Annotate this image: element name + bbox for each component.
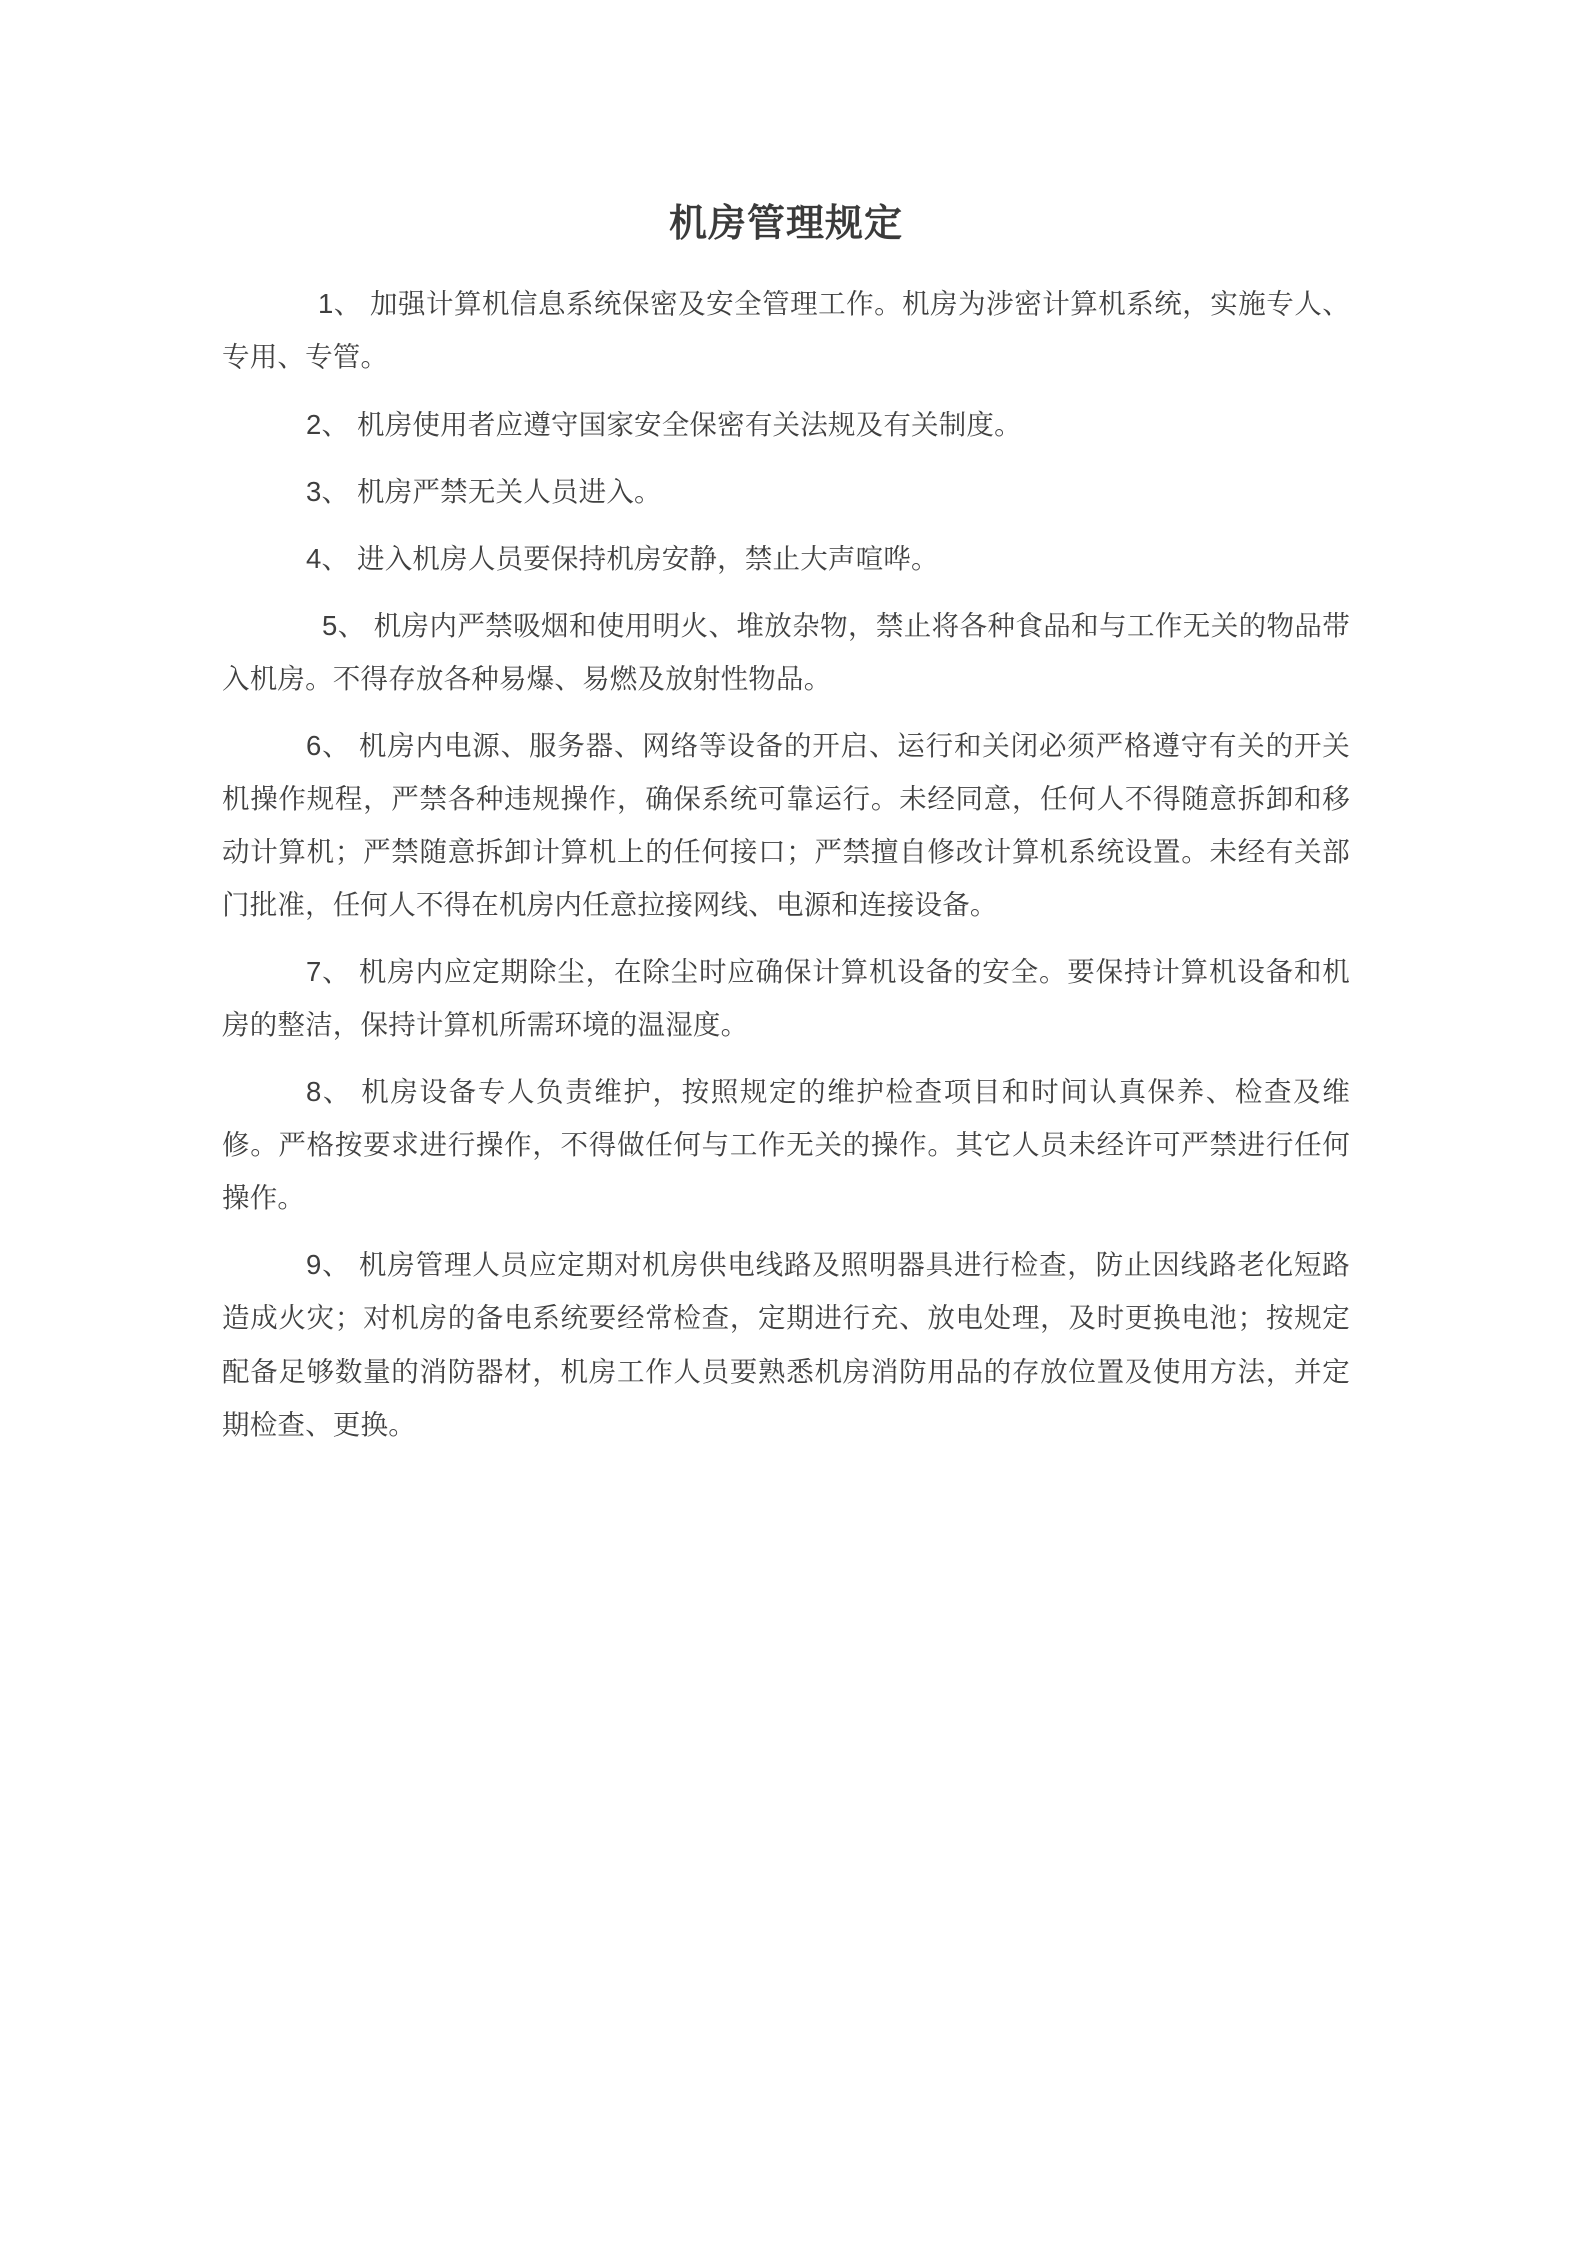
regulation-item-5: 5、 机房内严禁吸烟和使用明火、堆放杂物，禁止将各种食品和与工作无关的物品带入机房。不得存放各种易爆、易燃及放射性物品。 bbox=[222, 609, 1350, 694]
regulation-item-7: 7、 机房内应定期除尘，在除尘时应确保计算机设备的安全。要保持计算机设备和机房的整洁，保持计算机所需环境的温湿度。 bbox=[222, 956, 1350, 1041]
regulation-item-3: 3、 机房严禁无关人员进入。 bbox=[306, 475, 662, 507]
regulation-item-2: 2、 机房使用者应遵守国家安全保密有关法规及有关制度。 bbox=[306, 408, 1022, 440]
paragraph-spacer bbox=[222, 931, 1350, 945]
regulation-item-4: 4、 进入机房人员要保持机房安静，禁止大声喧哗。 bbox=[306, 542, 939, 574]
regulation-item-8: 8、 机房设备专人负责维护，按照规定的维护检查项目和时间认真保养、检查及维修。严格按要求进行操作，不得做任何与工作无关的操作。其它人员未经许可严禁进行任何操作。 bbox=[222, 1076, 1350, 1214]
paragraph-spacer bbox=[222, 1224, 1350, 1238]
paragraph-spacer bbox=[222, 705, 1350, 719]
paragraph-spacer bbox=[222, 451, 1350, 465]
paragraph-spacer bbox=[222, 585, 1350, 599]
regulation-item-9: 9、 机房管理人员应定期对机房供电线路及照明器具进行检查，防止因线路老化短路造成火灾；对机房的备电系统要经常检查，定期进行充、放电处理，及时更换电池；按规定配备足够数量的消防器材，机房工作人员要熟悉机房消防用品的存放位置及使用方法，并定期检查、更换。 bbox=[222, 1249, 1350, 1440]
regulation-item-1: 1、 加强计算机信息系统保密及安全管理工作。机房为涉密计算机系统，实施专人、专用、专管。 bbox=[222, 288, 1350, 373]
page-title: 机房管理规定 bbox=[668, 203, 903, 245]
paragraph-spacer bbox=[222, 1051, 1350, 1065]
document-body bbox=[222, 0, 1350, 2245]
paragraph-spacer bbox=[222, 518, 1350, 532]
regulation-item-6: 6、 机房内电源、服务器、网络等设备的开启、运行和关闭必须严格遵守有关的开关机操作规程，严禁各种违规操作，确保系统可靠运行。未经同意，任何人不得随意拆卸和移动计算机；严禁随意拆卸计算机上的任何接口；严禁擅自修改计算机系统设置。未经有关部门批准，任何人不得在机房内任意拉接网线、电源和连接设备。 bbox=[222, 729, 1350, 921]
paragraph-spacer bbox=[222, 384, 1350, 398]
